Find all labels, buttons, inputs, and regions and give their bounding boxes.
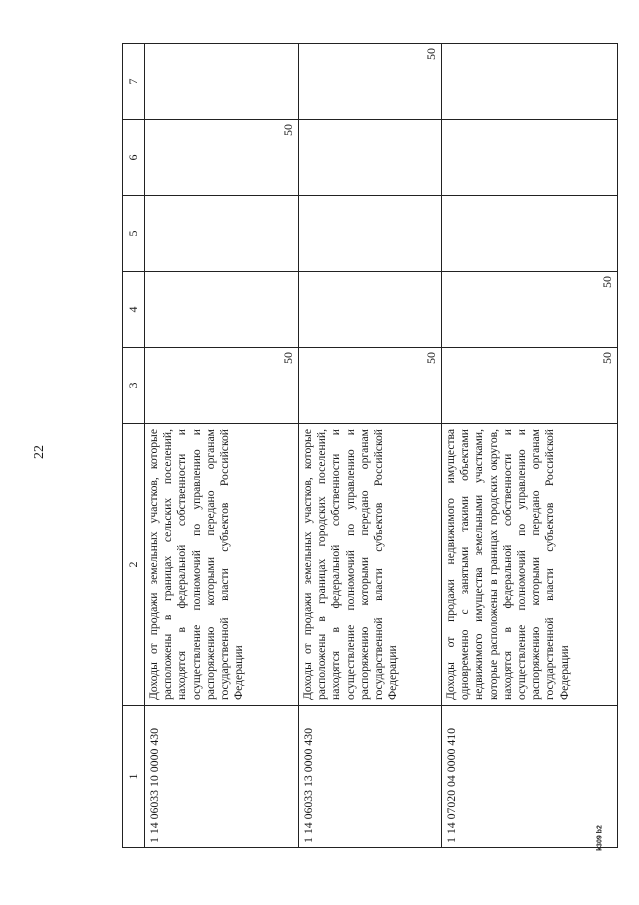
col-header-5: 5 bbox=[123, 196, 145, 272]
cell-col5 bbox=[442, 196, 618, 272]
cell-value: 50 bbox=[599, 352, 614, 364]
row-code: 1 14 07020 04 0000 410 bbox=[442, 706, 618, 848]
cell-col6 bbox=[299, 120, 442, 196]
col-header-6: 6 bbox=[123, 120, 145, 196]
cell-col3 bbox=[145, 348, 299, 424]
cell-col6 bbox=[442, 120, 618, 196]
cell-col7 bbox=[299, 44, 442, 120]
cell-value: 50 bbox=[280, 352, 295, 364]
rotated-table-container bbox=[122, 44, 616, 848]
cell-col4 bbox=[442, 272, 618, 348]
table-row bbox=[442, 44, 618, 848]
table-row bbox=[299, 44, 442, 848]
cell-col3 bbox=[299, 348, 442, 424]
col-header-3: 3 bbox=[123, 348, 145, 424]
row-description: Доходы от продажи недвижимого имущества одновременно с занятыми такими объектами недвижимого имущества земельными участками, которые расположены в границах городских округов, находятся в федеральной собственности и осуществление полномочий по управлению и распоряжению которыми передано органам государственной власти субъектов Российской Федерации bbox=[442, 424, 618, 706]
row-code: 1 14 06033 13 0000 430 bbox=[299, 706, 442, 848]
revenue-table bbox=[122, 43, 618, 848]
row-description: Доходы от продажи земельных участков, которые расположены в границах городских поселений, находятся в федеральной собственности и осуществление полномочий по управлению и распоряжению которыми передано органам государственной власти субъектов Российской Федерации bbox=[299, 424, 442, 706]
col-header-2: 2 bbox=[123, 424, 145, 706]
table-row bbox=[145, 44, 299, 848]
footer-code: k309 b2 bbox=[596, 825, 604, 851]
table-header-row bbox=[123, 44, 145, 848]
cell-col4 bbox=[299, 272, 442, 348]
cell-col3 bbox=[442, 348, 618, 424]
row-description: Доходы от продажи земельных участков, которые расположены в границах сельских поселений, находятся в федеральной собственности и осуществление полномочий по управлению и распоряжению которыми передано органам государственной власти субъектов Российской Федерации bbox=[145, 424, 299, 706]
cell-value: 50 bbox=[599, 276, 614, 288]
cell-col6 bbox=[145, 120, 299, 196]
cell-col5 bbox=[145, 196, 299, 272]
cell-col7 bbox=[442, 44, 618, 120]
cell-col4 bbox=[145, 272, 299, 348]
cell-col7 bbox=[145, 44, 299, 120]
cell-value: 50 bbox=[423, 48, 438, 60]
col-header-4: 4 bbox=[123, 272, 145, 348]
cell-value: 50 bbox=[423, 352, 438, 364]
row-code: 1 14 06033 10 0000 430 bbox=[145, 706, 299, 848]
cell-value: 50 bbox=[280, 124, 295, 136]
cell-col5 bbox=[299, 196, 442, 272]
col-header-1: 1 bbox=[123, 706, 145, 848]
col-header-7: 7 bbox=[123, 44, 145, 120]
page-number: 22 bbox=[32, 445, 47, 459]
